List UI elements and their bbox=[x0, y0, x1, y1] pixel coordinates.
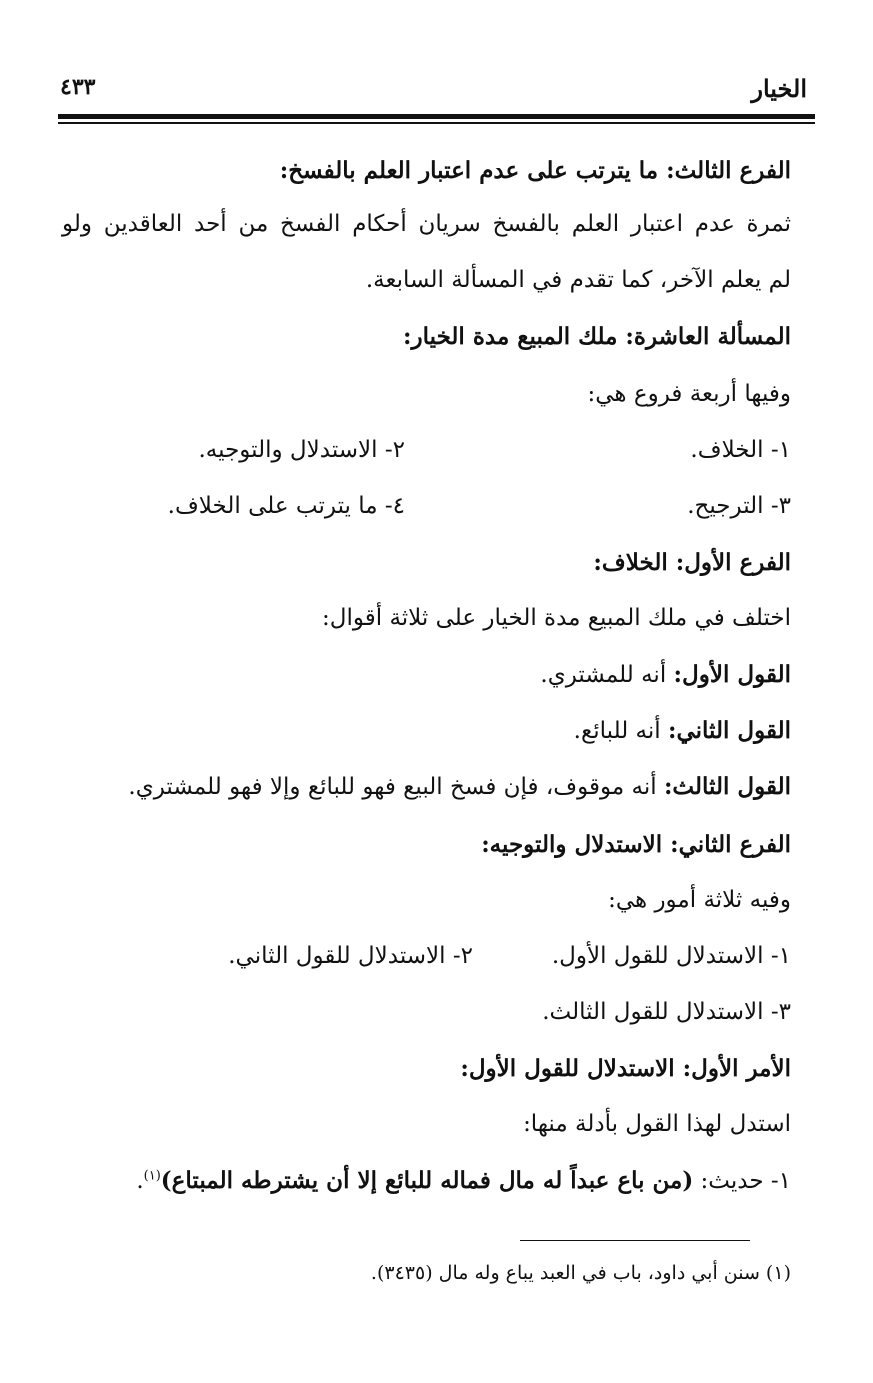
list-item: ٢- الاستدلال للقول الثاني. bbox=[228, 943, 473, 969]
section-heading: الأمر الأول: الاستدلال للقول الأول: bbox=[460, 1055, 791, 1082]
opinion-line bbox=[540, 661, 791, 688]
paragraph-line: ثمرة عدم اعتبار العلم بالفسخ سريان أحكام الفسخ من أحد العاقدين ولو bbox=[62, 211, 791, 237]
opinion-label: القول الثاني: bbox=[667, 717, 791, 744]
paragraph-line: اختلف في ملك المبيع مدة الخيار على ثلاثة أقوال: bbox=[322, 605, 791, 631]
paragraph-line: لم يعلم الآخر، كما تقدم في المسألة السابعة. bbox=[365, 267, 791, 293]
section-heading: الفرع الثالث: ما يترتب على عدم اعتبار العلم بالفسخ: bbox=[279, 157, 791, 184]
page-number: ٤٣٣ bbox=[60, 74, 96, 100]
opinion-text: أنه للمشتري. bbox=[540, 662, 667, 688]
opinion-label: القول الثالث: bbox=[663, 773, 791, 800]
list-item: ١- الخلاف. bbox=[690, 437, 791, 463]
paragraph-line: وفيه ثلاثة أمور هي: bbox=[608, 887, 791, 913]
hadith-prefix: ١- حديث: bbox=[693, 1168, 791, 1194]
opinion-line bbox=[574, 717, 791, 744]
opinion-text: أنه للبائع. bbox=[573, 718, 661, 744]
hadith-end: . bbox=[136, 1168, 144, 1194]
section-heading: الفرع الثاني: الاستدلال والتوجيه: bbox=[481, 831, 791, 858]
header-rule-thin bbox=[58, 122, 815, 124]
opinion-line bbox=[128, 773, 791, 800]
list-item: ٢- الاستدلال والتوجيه. bbox=[198, 437, 405, 463]
section-heading: المسألة العاشرة: ملك المبيع مدة الخيار: bbox=[403, 323, 791, 350]
running-title: الخيار bbox=[751, 74, 807, 103]
opinion-label: القول الأول: bbox=[673, 661, 791, 688]
list-item: ٣- الترجيح. bbox=[687, 493, 791, 519]
header-rule-thick bbox=[58, 114, 815, 119]
list-item: ١- الاستدلال للقول الأول. bbox=[551, 943, 791, 969]
paragraph-line: استدل لهذا القول بأدلة منها: bbox=[523, 1111, 791, 1137]
section-heading: الفرع الأول: الخلاف: bbox=[593, 549, 791, 576]
footnote-rule bbox=[520, 1240, 750, 1241]
footnote: (١) سنن أبي داود، باب في العبد يباع وله مال (٣٤٣٥). bbox=[370, 1262, 791, 1284]
hadith-text: (من باع عبداً له مال فماله للبائع إلا أن يشترطه المبتاع) bbox=[160, 1167, 694, 1194]
footnote-ref[interactable]: (١) bbox=[143, 1168, 161, 1184]
hadith-line bbox=[136, 1167, 791, 1194]
list-item: ٣- الاستدلال للقول الثالث. bbox=[542, 999, 791, 1025]
list-item: ٤- ما يترتب على الخلاف. bbox=[167, 493, 405, 519]
paragraph-line: وفيها أربعة فروع هي: bbox=[587, 381, 791, 407]
opinion-text: أنه موقوف، فإن فسخ البيع فهو للبائع وإلا فهو للمشتري. bbox=[128, 774, 657, 800]
